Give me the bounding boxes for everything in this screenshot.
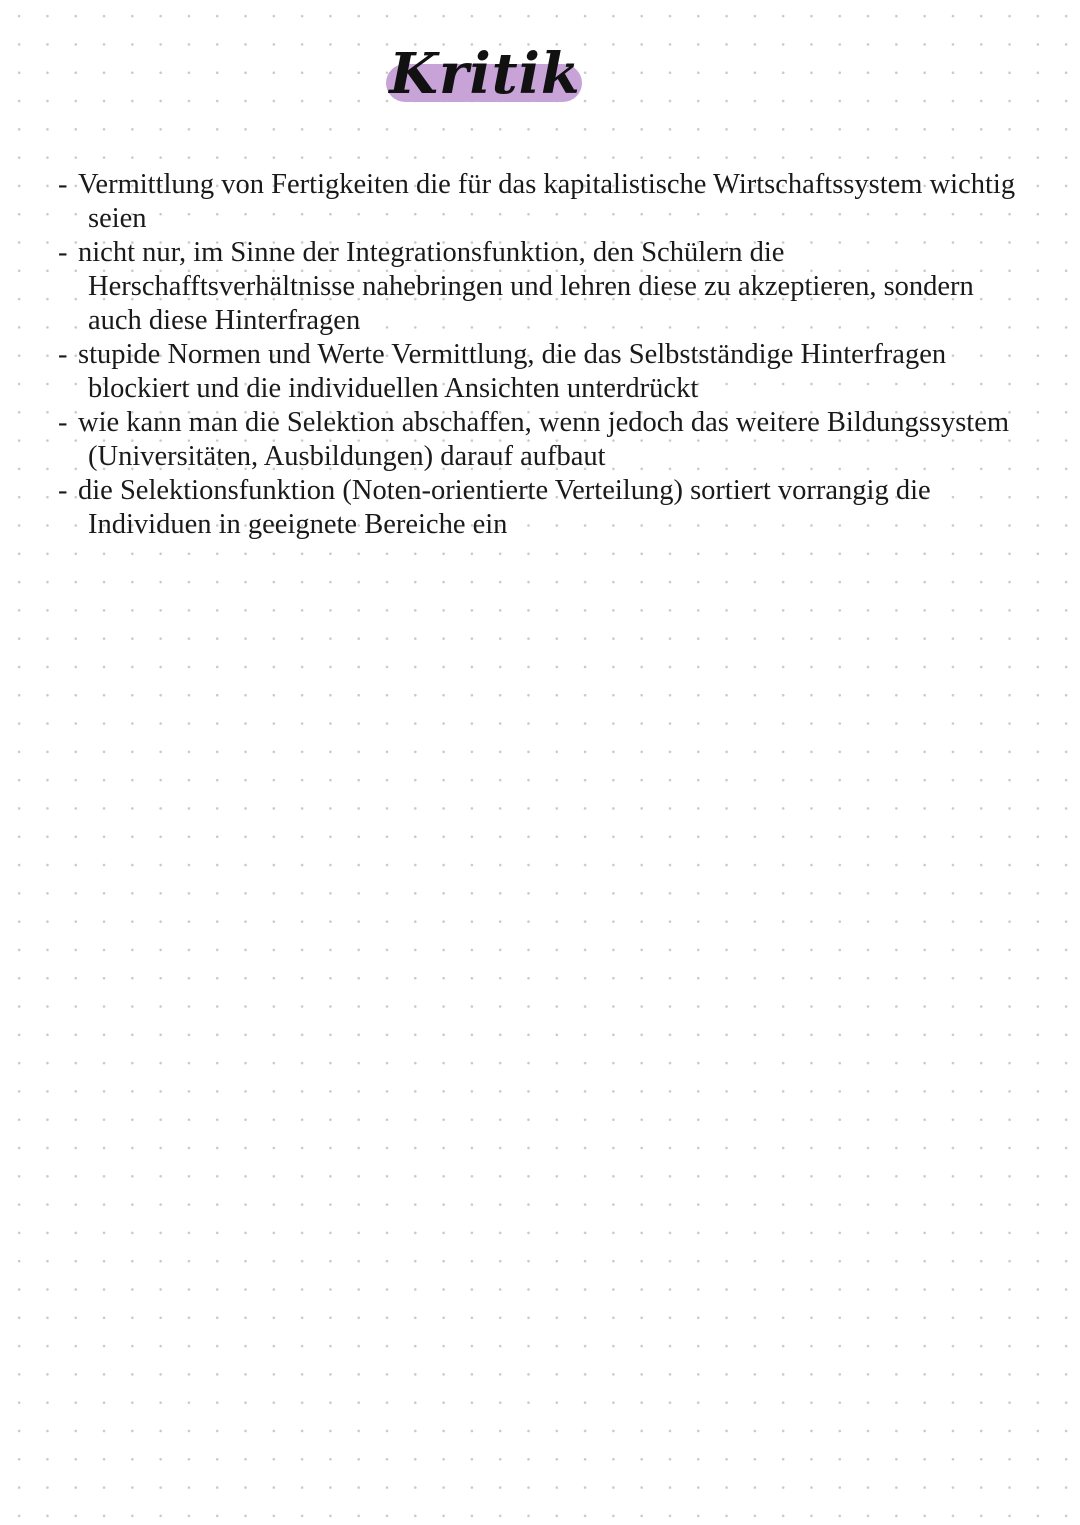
list-item-text: die Selektionsfunktion (Noten-orientierte Verteilung) sortiert vorrangig die Individuen in geeignete Bereiche ein (78, 475, 931, 540)
page-title-text: Kritik (389, 41, 581, 107)
list-item-text: Vermittlung von Fertigkeiten die für das kapitalistische Wirtschaftssystem wichtig seien (78, 169, 1016, 234)
bullet-dash: - (58, 407, 68, 438)
list-item (58, 338, 1028, 406)
bullet-dash: - (58, 169, 68, 200)
bullet-dash: - (58, 475, 68, 506)
list-item (58, 474, 1028, 542)
list-item (58, 236, 1028, 338)
bullet-dash: - (58, 237, 68, 268)
bullet-dash: - (58, 339, 68, 370)
list-item-text: wie kann man die Selektion abschaffen, wenn jedoch das weitere Bildungssystem (Universitäten, Ausbildungen) darauf aufbaut (78, 407, 1010, 472)
list-item (58, 406, 1028, 474)
list-item (58, 168, 1028, 236)
page-title (380, 38, 590, 114)
critique-list (58, 168, 1028, 542)
list-item-text: stupide Normen und Werte Vermittlung, die das Selbstständige Hinterfragen blockiert und die individuellen Ansichten unterdrückt (78, 339, 947, 404)
list-item-text: nicht nur, im Sinne der Integrationsfunktion, den Schülern die Herschafftsverhältnisse nahebringen und lehren diese zu akzeptieren, sondern auch diese Hinterfragen (78, 237, 974, 336)
